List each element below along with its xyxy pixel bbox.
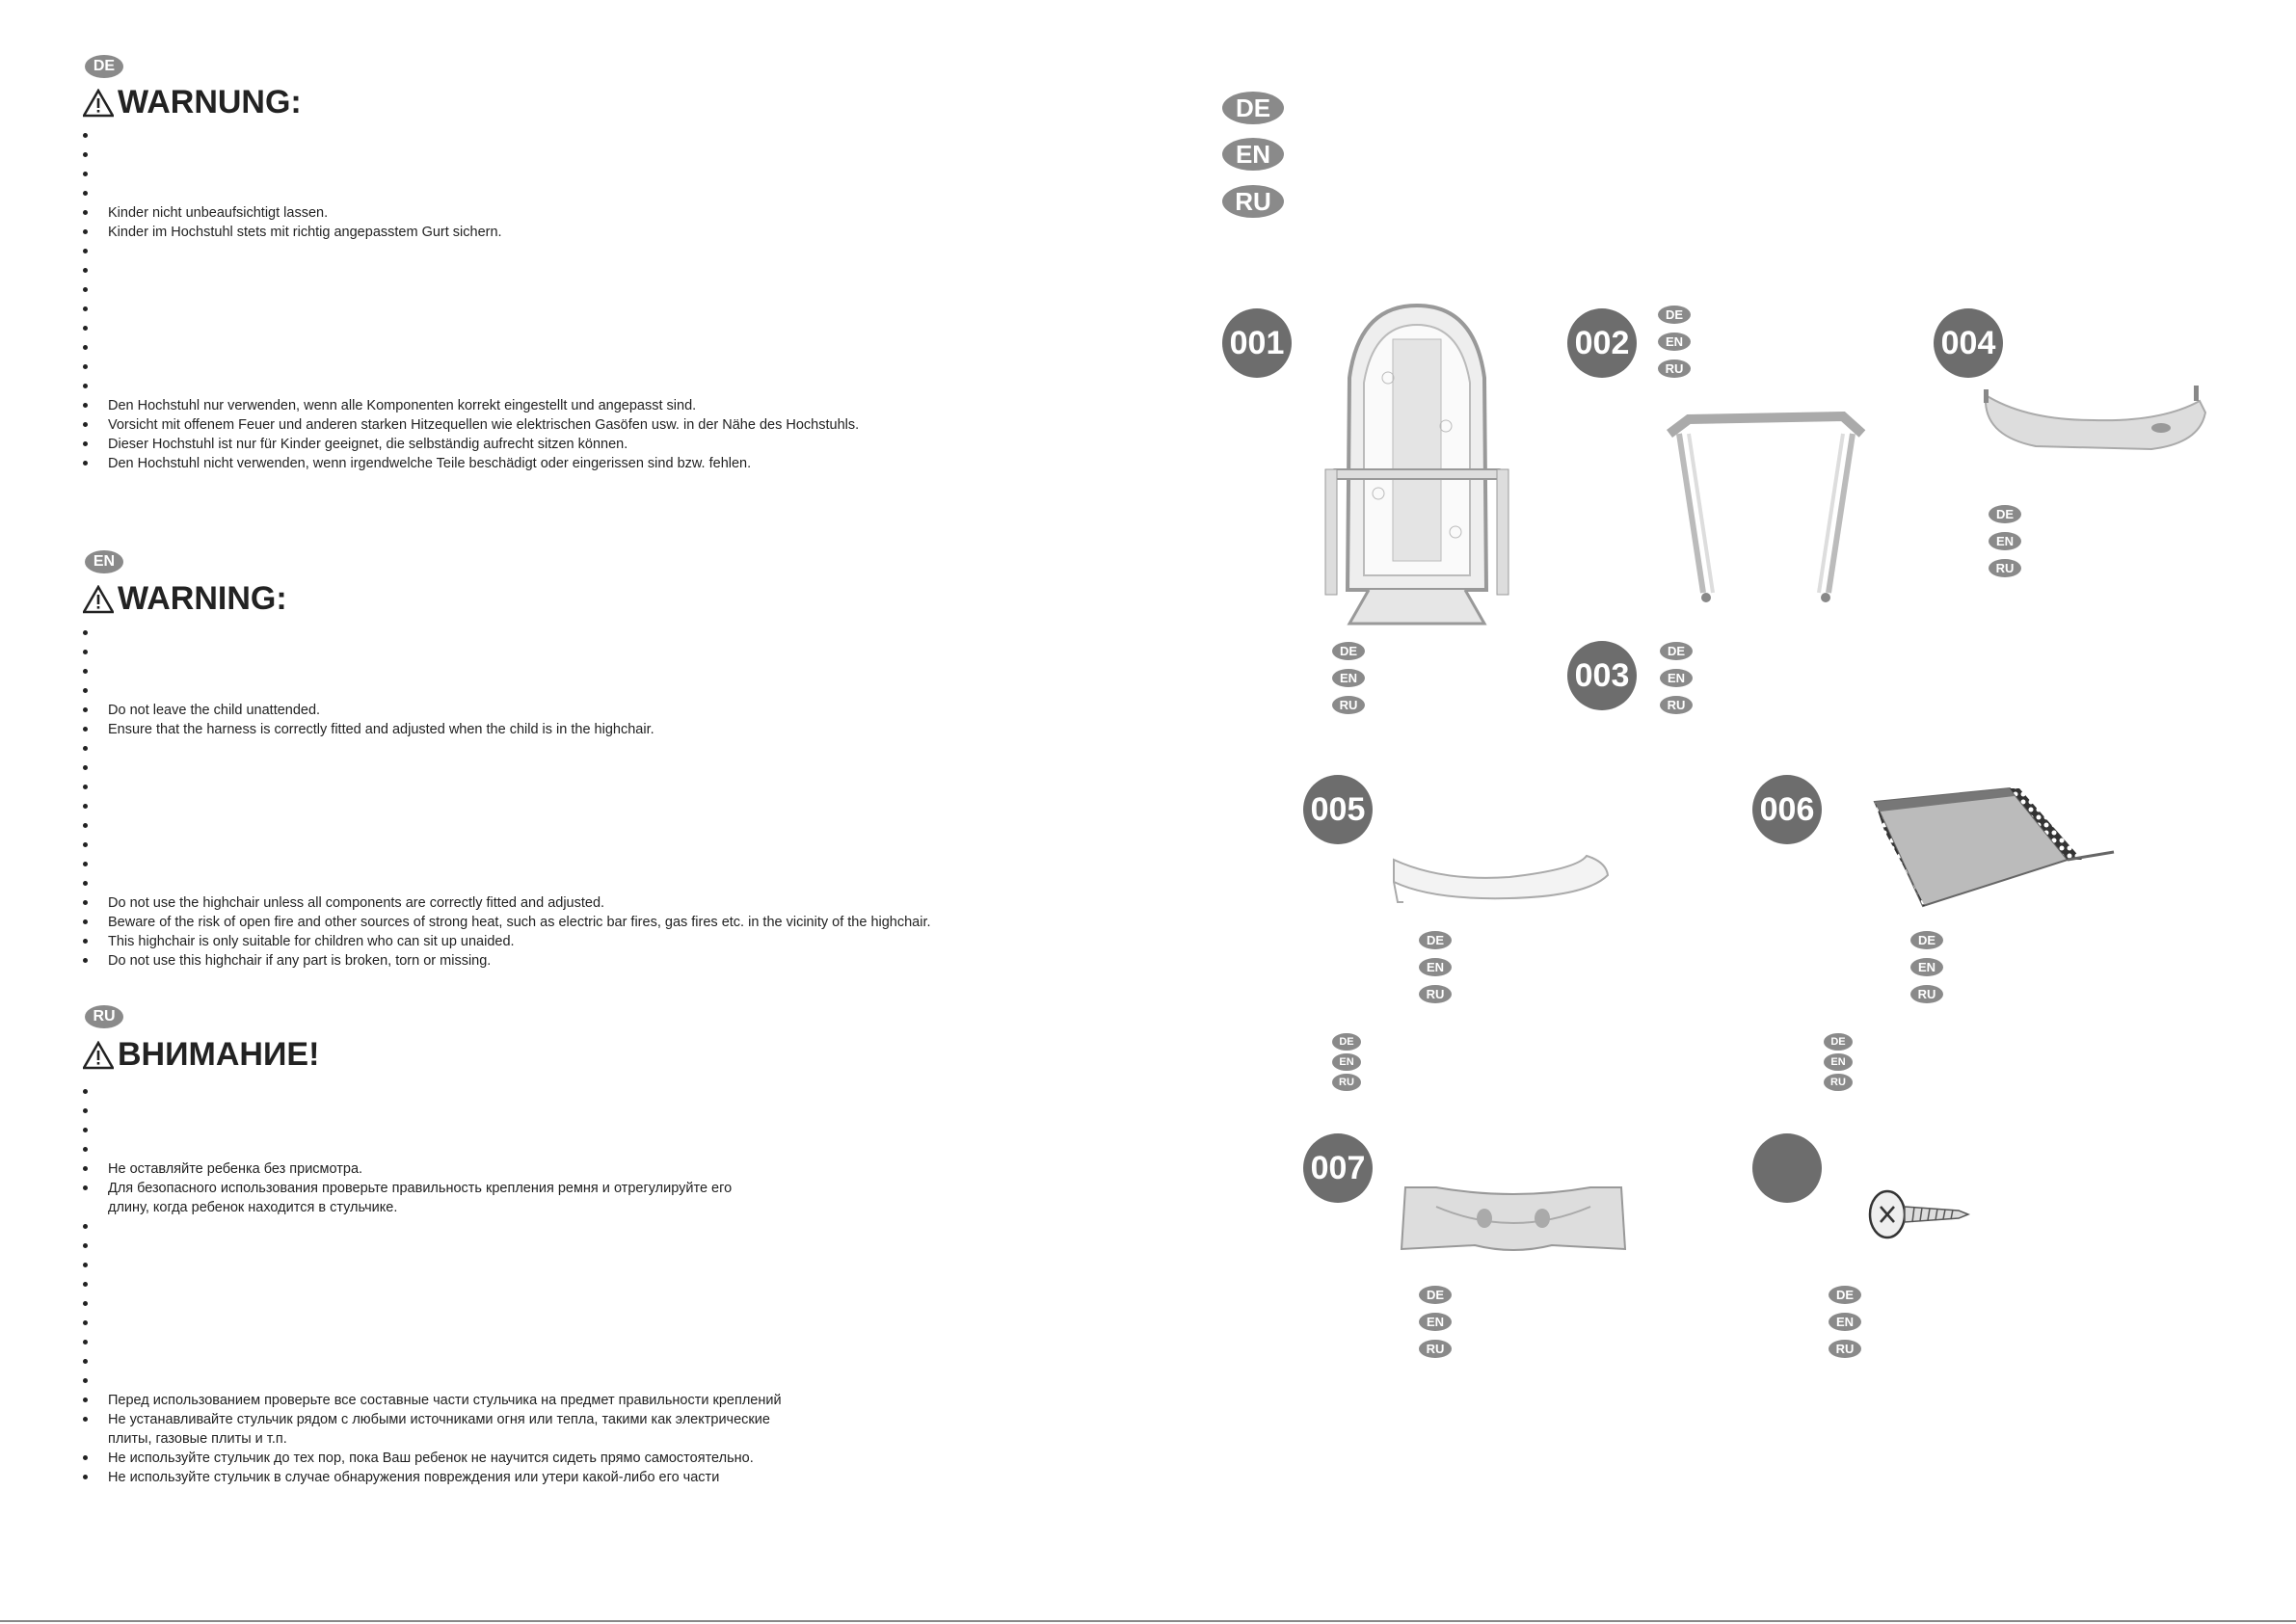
lang-badge-en: EN — [1660, 669, 1693, 687]
lang-badge-en: EN — [1332, 669, 1365, 687]
lang-badge-ru: RU — [85, 1005, 123, 1028]
warning-item — [83, 377, 1124, 396]
warning-item — [83, 1314, 1124, 1333]
warning-item: Vorsicht mit offenem Feuer und anderen starken Hitzequellen wie elektrischen Gasöfen usw. in der Nähe des Hochstuhls. — [83, 415, 1124, 435]
lang-badge-en: EN — [1989, 532, 2021, 550]
warning-item: Kinder im Hochstuhl stets mit richtig angepasstem Gurt sichern. — [83, 223, 1124, 242]
warning-item: Не используйте стульчик в случае обнаружения повреждения или утери какой-либо его части — [83, 1468, 1124, 1487]
warning-item — [83, 1256, 1124, 1275]
warning-item — [83, 681, 1124, 701]
warning-item — [83, 855, 1124, 874]
part-number-004: 004 — [1934, 308, 2003, 378]
warning-item — [83, 165, 1124, 184]
part-number-screw — [1752, 1133, 1822, 1203]
lang-badge-de: DE — [1829, 1286, 1861, 1304]
lang-badge-ru: RU — [1824, 1074, 1853, 1091]
warning-item — [83, 816, 1124, 836]
warning-item — [83, 797, 1124, 816]
part-number-005: 005 — [1303, 775, 1373, 844]
warning-item — [83, 261, 1124, 280]
screw-illustration — [1866, 1185, 1972, 1243]
warning-item — [83, 1217, 1124, 1237]
warning-item: Ensure that the harness is correctly fitted and adjusted when the child is in the highchair. — [83, 720, 1124, 739]
warning-icon — [83, 89, 114, 118]
warning-item — [83, 759, 1124, 778]
lang-badge-ru: RU — [1332, 696, 1365, 714]
basket-illustration — [1865, 783, 2116, 908]
warning-item — [83, 778, 1124, 797]
warning-item — [83, 1121, 1124, 1140]
lang-badge-de: DE — [1660, 642, 1693, 660]
warning-item — [83, 1371, 1124, 1391]
lang-badge-en: EN — [1419, 1313, 1452, 1331]
warning-list-ru — [83, 1082, 1124, 1487]
part-number-002: 002 — [1567, 308, 1637, 378]
tray-illustration — [1978, 384, 2209, 461]
lang-badge-en: EN — [1658, 333, 1691, 351]
lang-badge-de: DE — [1332, 642, 1365, 660]
warning-item — [83, 662, 1124, 681]
warning-item — [83, 1275, 1124, 1294]
lang-badge-de: DE — [1824, 1033, 1853, 1051]
warning-item — [83, 874, 1124, 893]
warning-title-ru — [83, 1036, 319, 1074]
lang-legend-ru: RU — [1222, 185, 1284, 218]
part-number-007: 007 — [1303, 1133, 1373, 1203]
warning-item: Для безопасного использования проверьте правильность крепления ремня и отрегулируйте его длину, когда ребенок находится в стульчике. — [83, 1179, 1124, 1217]
warning-item: Kinder nicht unbeaufsichtigt lassen. — [83, 203, 1124, 223]
lang-badge-ru: RU — [1419, 985, 1452, 1003]
warning-item — [83, 624, 1124, 643]
frame-illustration — [1660, 405, 1872, 612]
warning-item — [83, 242, 1124, 261]
warning-item: Не используйте стульчик до тех пор, пока Ваш ребенок не научится сидеть прямо самостоятельно. — [83, 1449, 1124, 1468]
seat-illustration — [1321, 301, 1513, 628]
warning-item — [83, 1333, 1124, 1352]
warning-item — [83, 1140, 1124, 1159]
warning-item — [83, 358, 1124, 377]
warning-title-text: WARNUNG: — [118, 84, 302, 120]
lang-badge-en: EN — [1829, 1313, 1861, 1331]
lang-badge-en: EN — [1910, 958, 1943, 976]
lang-badge-ru: RU — [1829, 1340, 1861, 1358]
lang-legend-en: EN — [1222, 138, 1284, 171]
part-number-006: 006 — [1752, 775, 1822, 844]
warning-item: This highchair is only suitable for children who can sit up unaided. — [83, 932, 1124, 951]
warning-list-en — [83, 624, 1124, 971]
warning-item — [83, 338, 1124, 358]
warning-icon — [83, 1041, 114, 1070]
warning-item — [83, 319, 1124, 338]
warning-item: Не устанавливайте стульчик рядом с любыми источниками огня или тепла, такими как электрические плиты, газовые плиты и т.п. — [83, 1410, 1124, 1449]
warning-item: Den Hochstuhl nur verwenden, wenn alle Komponenten korrekt eingestellt und angepasst sind. — [83, 396, 1124, 415]
lang-badge-de: DE — [1910, 931, 1943, 949]
lang-badge-ru: RU — [1660, 696, 1693, 714]
warning-item — [83, 1352, 1124, 1371]
warning-title-text: ВНИМАНИЕ! — [118, 1036, 320, 1073]
warning-item — [83, 836, 1124, 855]
warning-item — [83, 280, 1124, 300]
lang-badge-ru: RU — [1989, 559, 2021, 577]
lang-badge-en: EN — [1332, 1053, 1361, 1071]
lang-badge-en: EN — [85, 550, 123, 573]
footrest-illustration — [1398, 1182, 1629, 1259]
warning-item: Do not use this highchair if any part is broken, torn or missing. — [83, 951, 1124, 971]
lang-badge-en: EN — [1419, 958, 1452, 976]
inner-tray-illustration — [1384, 839, 1615, 906]
warning-item: Dieser Hochstuhl ist nur für Kinder geeignet, die selbständig aufrecht sitzen können. — [83, 435, 1124, 454]
lang-badge-de: DE — [1658, 306, 1691, 324]
warning-item — [83, 1294, 1124, 1314]
lang-legend-de: DE — [1222, 92, 1284, 124]
warning-item — [83, 184, 1124, 203]
warning-title-en — [83, 580, 287, 618]
lang-badge-ru: RU — [1658, 359, 1691, 378]
warning-item: Den Hochstuhl nicht verwenden, wenn irgendwelche Teile beschädigt oder eingerissen sind bzw. fehlen. — [83, 454, 1124, 473]
warning-icon — [83, 585, 114, 614]
warning-item: Beware of the risk of open fire and other sources of strong heat, such as electric bar fires, gas fires etc. in the vicinity of the highchair. — [83, 913, 1124, 932]
warning-item — [83, 1102, 1124, 1121]
lang-badge-de: DE — [1989, 505, 2021, 523]
warning-list-de — [83, 126, 1124, 473]
lang-badge-ru: RU — [1332, 1074, 1361, 1091]
warning-item — [83, 643, 1124, 662]
warning-item — [83, 300, 1124, 319]
lang-badge-ru: RU — [1419, 1340, 1452, 1358]
lang-badge-de: DE — [1332, 1033, 1361, 1051]
warning-item: Перед использованием проверьте все составные части стульчика на предмет правильности креплений — [83, 1391, 1124, 1410]
warning-item — [83, 1237, 1124, 1256]
lang-badge-ru: RU — [1910, 985, 1943, 1003]
lang-badge-de: DE — [1419, 931, 1452, 949]
warning-title-text: WARNING: — [118, 580, 287, 617]
page-bottom-rule — [0, 1620, 2296, 1622]
warning-item: Не оставляйте ребенка без присмотра. — [83, 1159, 1124, 1179]
warning-item — [83, 146, 1124, 165]
warning-item — [83, 1082, 1124, 1102]
warning-title-de — [83, 84, 302, 121]
lang-badge-de: DE — [1419, 1286, 1452, 1304]
warning-item — [83, 126, 1124, 146]
lang-badge-en: EN — [1824, 1053, 1853, 1071]
lang-badge-de: DE — [85, 55, 123, 78]
part-number-003: 003 — [1567, 641, 1637, 710]
warning-item: Do not leave the child unattended. — [83, 701, 1124, 720]
warning-item — [83, 739, 1124, 759]
warning-item: Do not use the highchair unless all components are correctly fitted and adjusted. — [83, 893, 1124, 913]
part-number-001: 001 — [1222, 308, 1292, 378]
